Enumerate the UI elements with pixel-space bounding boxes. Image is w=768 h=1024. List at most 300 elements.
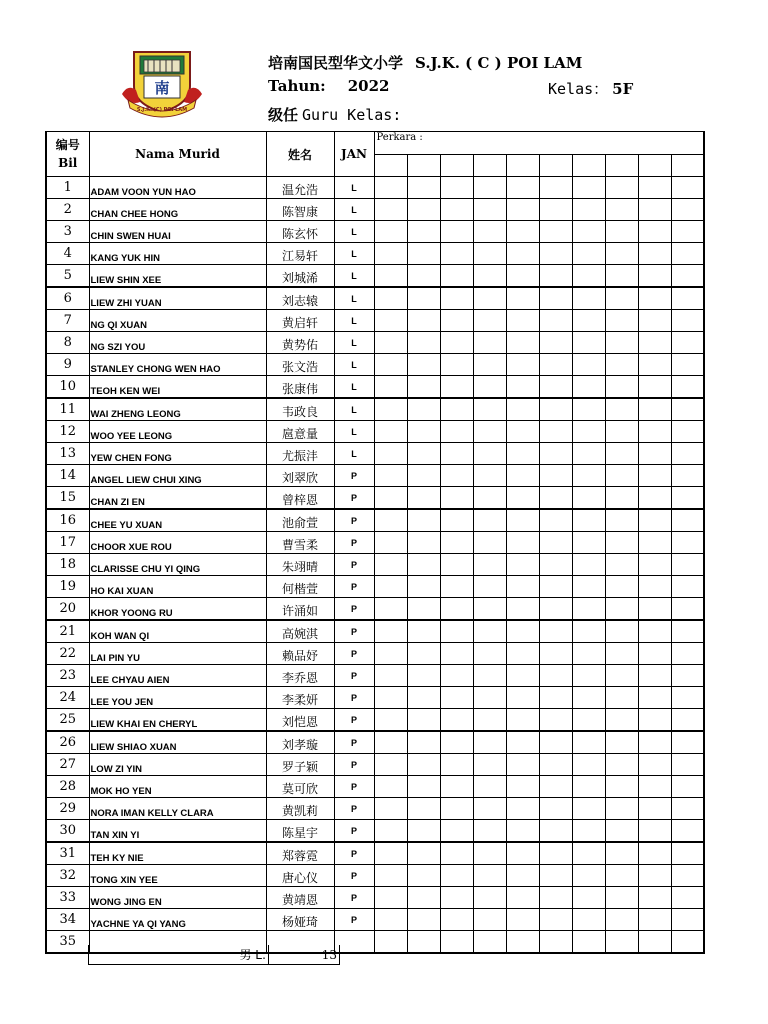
check-cell[interactable] <box>407 665 440 687</box>
check-cell[interactable] <box>638 532 671 554</box>
check-cell[interactable] <box>638 310 671 332</box>
check-cell[interactable] <box>638 620 671 643</box>
check-cell[interactable] <box>407 376 440 399</box>
check-cell[interactable] <box>638 487 671 510</box>
check-cell[interactable] <box>440 199 473 221</box>
check-cell[interactable] <box>407 443 440 465</box>
check-cell[interactable] <box>671 842 704 865</box>
check-cell[interactable] <box>539 354 572 376</box>
check-cell[interactable] <box>671 554 704 576</box>
check-cell[interactable] <box>539 421 572 443</box>
check-cell[interactable] <box>473 354 506 376</box>
check-cell[interactable] <box>407 776 440 798</box>
check-cell[interactable] <box>407 287 440 310</box>
check-cell[interactable] <box>506 687 539 709</box>
check-cell[interactable] <box>539 243 572 265</box>
check-cell[interactable] <box>539 465 572 487</box>
check-cell[interactable] <box>605 798 638 820</box>
check-cell[interactable] <box>374 376 407 399</box>
check-cell[interactable] <box>539 776 572 798</box>
check-cell[interactable] <box>374 865 407 887</box>
check-cell[interactable] <box>506 354 539 376</box>
check-cell[interactable] <box>374 265 407 288</box>
check-cell[interactable] <box>473 820 506 843</box>
check-cell[interactable] <box>572 554 605 576</box>
check-cell[interactable] <box>374 620 407 643</box>
check-cell[interactable] <box>572 487 605 510</box>
check-cell[interactable] <box>506 931 539 954</box>
check-cell[interactable] <box>440 487 473 510</box>
check-cell[interactable] <box>638 243 671 265</box>
check-cell[interactable] <box>638 443 671 465</box>
check-cell[interactable] <box>539 643 572 665</box>
check-cell[interactable] <box>605 532 638 554</box>
check-cell[interactable] <box>572 421 605 443</box>
check-cell[interactable] <box>671 754 704 776</box>
check-cell[interactable] <box>473 620 506 643</box>
check-cell[interactable] <box>374 310 407 332</box>
check-cell[interactable] <box>374 687 407 709</box>
check-cell[interactable] <box>671 487 704 510</box>
check-cell[interactable] <box>473 398 506 421</box>
check-cell[interactable] <box>407 887 440 909</box>
check-cell[interactable] <box>407 643 440 665</box>
check-cell[interactable] <box>638 909 671 931</box>
check-cell[interactable] <box>671 265 704 288</box>
check-cell[interactable] <box>407 820 440 843</box>
check-cell[interactable] <box>440 532 473 554</box>
check-cell[interactable] <box>407 798 440 820</box>
check-cell[interactable] <box>440 643 473 665</box>
check-cell[interactable] <box>638 398 671 421</box>
check-cell[interactable] <box>671 598 704 621</box>
check-cell[interactable] <box>539 310 572 332</box>
check-cell[interactable] <box>407 731 440 754</box>
check-cell[interactable] <box>605 376 638 399</box>
check-cell[interactable] <box>407 487 440 510</box>
check-cell[interactable] <box>539 665 572 687</box>
check-cell[interactable] <box>638 221 671 243</box>
check-cell[interactable] <box>671 731 704 754</box>
check-cell[interactable] <box>572 731 605 754</box>
check-cell[interactable] <box>638 865 671 887</box>
check-cell[interactable] <box>407 598 440 621</box>
check-cell[interactable] <box>374 243 407 265</box>
check-cell[interactable] <box>605 332 638 354</box>
check-cell[interactable] <box>539 687 572 709</box>
check-cell[interactable] <box>605 398 638 421</box>
check-cell[interactable] <box>539 332 572 354</box>
check-cell[interactable] <box>440 576 473 598</box>
check-cell[interactable] <box>671 199 704 221</box>
check-cell[interactable] <box>506 620 539 643</box>
check-cell[interactable] <box>473 576 506 598</box>
check-cell[interactable] <box>539 820 572 843</box>
check-cell[interactable] <box>539 931 572 954</box>
check-cell[interactable] <box>506 754 539 776</box>
check-cell[interactable] <box>605 199 638 221</box>
check-cell[interactable] <box>671 310 704 332</box>
check-cell[interactable] <box>539 620 572 643</box>
check-cell[interactable] <box>638 887 671 909</box>
check-cell[interactable] <box>506 443 539 465</box>
check-cell[interactable] <box>539 887 572 909</box>
check-cell[interactable] <box>572 287 605 310</box>
check-cell[interactable] <box>506 865 539 887</box>
check-cell[interactable] <box>638 709 671 732</box>
check-cell[interactable] <box>671 509 704 532</box>
check-cell[interactable] <box>440 687 473 709</box>
check-cell[interactable] <box>374 598 407 621</box>
check-cell[interactable] <box>407 931 440 954</box>
check-cell[interactable] <box>638 177 671 199</box>
check-cell[interactable] <box>506 199 539 221</box>
check-cell[interactable] <box>440 865 473 887</box>
check-cell[interactable] <box>407 620 440 643</box>
check-cell[interactable] <box>407 199 440 221</box>
check-cell[interactable] <box>605 310 638 332</box>
check-cell[interactable] <box>473 598 506 621</box>
check-cell[interactable] <box>506 465 539 487</box>
check-cell[interactable] <box>572 243 605 265</box>
check-cell[interactable] <box>671 576 704 598</box>
check-cell[interactable] <box>407 421 440 443</box>
check-cell[interactable] <box>638 465 671 487</box>
check-cell[interactable] <box>440 398 473 421</box>
check-cell[interactable] <box>671 865 704 887</box>
check-cell[interactable] <box>638 354 671 376</box>
check-cell[interactable] <box>506 398 539 421</box>
check-cell[interactable] <box>407 576 440 598</box>
check-cell[interactable] <box>638 842 671 865</box>
check-cell[interactable] <box>506 332 539 354</box>
check-cell[interactable] <box>572 598 605 621</box>
check-cell[interactable] <box>605 554 638 576</box>
check-cell[interactable] <box>605 865 638 887</box>
check-cell[interactable] <box>638 820 671 843</box>
check-cell[interactable] <box>506 177 539 199</box>
check-cell[interactable] <box>671 465 704 487</box>
check-cell[interactable] <box>671 376 704 399</box>
check-cell[interactable] <box>506 665 539 687</box>
check-cell[interactable] <box>407 687 440 709</box>
check-cell[interactable] <box>572 576 605 598</box>
check-cell[interactable] <box>374 887 407 909</box>
check-cell[interactable] <box>440 287 473 310</box>
check-cell[interactable] <box>473 776 506 798</box>
check-cell[interactable] <box>374 731 407 754</box>
check-cell[interactable] <box>374 354 407 376</box>
check-cell[interactable] <box>473 842 506 865</box>
check-cell[interactable] <box>539 598 572 621</box>
check-cell[interactable] <box>605 643 638 665</box>
check-cell[interactable] <box>473 687 506 709</box>
check-cell[interactable] <box>440 221 473 243</box>
check-cell[interactable] <box>374 643 407 665</box>
check-cell[interactable] <box>506 909 539 931</box>
check-cell[interactable] <box>572 687 605 709</box>
check-cell[interactable] <box>671 243 704 265</box>
check-cell[interactable] <box>638 598 671 621</box>
check-cell[interactable] <box>506 509 539 532</box>
check-cell[interactable] <box>473 376 506 399</box>
check-cell[interactable] <box>572 931 605 954</box>
check-cell[interactable] <box>440 554 473 576</box>
check-cell[interactable] <box>671 443 704 465</box>
check-cell[interactable] <box>638 776 671 798</box>
check-cell[interactable] <box>407 398 440 421</box>
check-cell[interactable] <box>440 598 473 621</box>
check-cell[interactable] <box>374 798 407 820</box>
check-cell[interactable] <box>539 576 572 598</box>
check-cell[interactable] <box>572 509 605 532</box>
check-cell[interactable] <box>539 199 572 221</box>
check-cell[interactable] <box>440 177 473 199</box>
check-cell[interactable] <box>638 287 671 310</box>
check-cell[interactable] <box>440 842 473 865</box>
check-cell[interactable] <box>572 376 605 399</box>
check-cell[interactable] <box>671 398 704 421</box>
check-cell[interactable] <box>671 287 704 310</box>
check-cell[interactable] <box>374 576 407 598</box>
check-cell[interactable] <box>572 177 605 199</box>
check-cell[interactable] <box>539 532 572 554</box>
check-cell[interactable] <box>671 798 704 820</box>
check-cell[interactable] <box>374 554 407 576</box>
check-cell[interactable] <box>473 754 506 776</box>
check-cell[interactable] <box>572 842 605 865</box>
check-cell[interactable] <box>605 754 638 776</box>
check-cell[interactable] <box>473 709 506 732</box>
check-cell[interactable] <box>440 421 473 443</box>
check-cell[interactable] <box>407 332 440 354</box>
check-cell[interactable] <box>374 509 407 532</box>
check-cell[interactable] <box>440 509 473 532</box>
check-cell[interactable] <box>473 909 506 931</box>
check-cell[interactable] <box>374 909 407 931</box>
check-cell[interactable] <box>440 776 473 798</box>
check-cell[interactable] <box>473 509 506 532</box>
check-cell[interactable] <box>440 376 473 399</box>
check-cell[interactable] <box>440 465 473 487</box>
check-cell[interactable] <box>374 465 407 487</box>
check-cell[interactable] <box>572 665 605 687</box>
check-cell[interactable] <box>539 177 572 199</box>
check-cell[interactable] <box>407 354 440 376</box>
check-cell[interactable] <box>473 310 506 332</box>
check-cell[interactable] <box>572 643 605 665</box>
check-cell[interactable] <box>440 310 473 332</box>
check-cell[interactable] <box>605 443 638 465</box>
check-cell[interactable] <box>473 865 506 887</box>
check-cell[interactable] <box>407 754 440 776</box>
check-cell[interactable] <box>506 221 539 243</box>
check-cell[interactable] <box>572 620 605 643</box>
check-cell[interactable] <box>374 398 407 421</box>
check-cell[interactable] <box>671 620 704 643</box>
check-cell[interactable] <box>473 177 506 199</box>
check-cell[interactable] <box>539 509 572 532</box>
check-cell[interactable] <box>539 754 572 776</box>
check-cell[interactable] <box>605 354 638 376</box>
check-cell[interactable] <box>506 598 539 621</box>
check-cell[interactable] <box>473 554 506 576</box>
check-cell[interactable] <box>506 310 539 332</box>
check-cell[interactable] <box>473 221 506 243</box>
check-cell[interactable] <box>605 487 638 510</box>
check-cell[interactable] <box>440 243 473 265</box>
check-cell[interactable] <box>440 354 473 376</box>
check-cell[interactable] <box>638 731 671 754</box>
check-cell[interactable] <box>605 243 638 265</box>
check-cell[interactable] <box>407 243 440 265</box>
check-cell[interactable] <box>539 287 572 310</box>
check-cell[interactable] <box>440 665 473 687</box>
check-cell[interactable] <box>572 310 605 332</box>
check-cell[interactable] <box>671 709 704 732</box>
check-cell[interactable] <box>605 221 638 243</box>
check-cell[interactable] <box>671 354 704 376</box>
check-cell[interactable] <box>539 265 572 288</box>
check-cell[interactable] <box>539 221 572 243</box>
check-cell[interactable] <box>572 199 605 221</box>
check-cell[interactable] <box>374 754 407 776</box>
check-cell[interactable] <box>440 620 473 643</box>
check-cell[interactable] <box>374 842 407 865</box>
check-cell[interactable] <box>407 532 440 554</box>
check-cell[interactable] <box>374 665 407 687</box>
check-cell[interactable] <box>473 287 506 310</box>
check-cell[interactable] <box>671 421 704 443</box>
check-cell[interactable] <box>407 554 440 576</box>
check-cell[interactable] <box>671 532 704 554</box>
check-cell[interactable] <box>374 177 407 199</box>
check-cell[interactable] <box>473 243 506 265</box>
check-cell[interactable] <box>473 665 506 687</box>
check-cell[interactable] <box>374 287 407 310</box>
check-cell[interactable] <box>638 509 671 532</box>
check-cell[interactable] <box>671 665 704 687</box>
check-cell[interactable] <box>605 887 638 909</box>
check-cell[interactable] <box>572 754 605 776</box>
check-cell[interactable] <box>440 798 473 820</box>
check-cell[interactable] <box>605 709 638 732</box>
check-cell[interactable] <box>572 265 605 288</box>
check-cell[interactable] <box>572 820 605 843</box>
check-cell[interactable] <box>473 265 506 288</box>
check-cell[interactable] <box>605 731 638 754</box>
check-cell[interactable] <box>572 398 605 421</box>
check-cell[interactable] <box>605 287 638 310</box>
check-cell[interactable] <box>539 842 572 865</box>
check-cell[interactable] <box>605 620 638 643</box>
check-cell[interactable] <box>506 376 539 399</box>
check-cell[interactable] <box>374 532 407 554</box>
check-cell[interactable] <box>473 421 506 443</box>
check-cell[interactable] <box>407 265 440 288</box>
check-cell[interactable] <box>506 287 539 310</box>
check-cell[interactable] <box>638 643 671 665</box>
check-cell[interactable] <box>506 842 539 865</box>
check-cell[interactable] <box>374 820 407 843</box>
check-cell[interactable] <box>638 421 671 443</box>
check-cell[interactable] <box>671 909 704 931</box>
check-cell[interactable] <box>539 554 572 576</box>
check-cell[interactable] <box>572 532 605 554</box>
check-cell[interactable] <box>506 798 539 820</box>
check-cell[interactable] <box>473 532 506 554</box>
check-cell[interactable] <box>506 532 539 554</box>
check-cell[interactable] <box>539 865 572 887</box>
check-cell[interactable] <box>638 798 671 820</box>
check-cell[interactable] <box>440 265 473 288</box>
check-cell[interactable] <box>407 709 440 732</box>
check-cell[interactable] <box>539 909 572 931</box>
check-cell[interactable] <box>572 776 605 798</box>
check-cell[interactable] <box>440 820 473 843</box>
check-cell[interactable] <box>539 487 572 510</box>
check-cell[interactable] <box>539 731 572 754</box>
check-cell[interactable] <box>539 398 572 421</box>
check-cell[interactable] <box>440 887 473 909</box>
check-cell[interactable] <box>572 887 605 909</box>
check-cell[interactable] <box>539 798 572 820</box>
check-cell[interactable] <box>407 310 440 332</box>
check-cell[interactable] <box>605 931 638 954</box>
check-cell[interactable] <box>671 776 704 798</box>
check-cell[interactable] <box>506 576 539 598</box>
check-cell[interactable] <box>572 909 605 931</box>
check-cell[interactable] <box>506 731 539 754</box>
check-cell[interactable] <box>572 465 605 487</box>
check-cell[interactable] <box>374 443 407 465</box>
check-cell[interactable] <box>506 421 539 443</box>
check-cell[interactable] <box>638 687 671 709</box>
check-cell[interactable] <box>506 776 539 798</box>
check-cell[interactable] <box>506 887 539 909</box>
check-cell[interactable] <box>638 665 671 687</box>
check-cell[interactable] <box>440 332 473 354</box>
check-cell[interactable] <box>374 332 407 354</box>
check-cell[interactable] <box>605 842 638 865</box>
check-cell[interactable] <box>605 665 638 687</box>
check-cell[interactable] <box>506 820 539 843</box>
check-cell[interactable] <box>539 443 572 465</box>
check-cell[interactable] <box>572 798 605 820</box>
check-cell[interactable] <box>671 931 704 954</box>
check-cell[interactable] <box>671 177 704 199</box>
check-cell[interactable] <box>671 221 704 243</box>
check-cell[interactable] <box>473 931 506 954</box>
check-cell[interactable] <box>440 931 473 954</box>
check-cell[interactable] <box>473 643 506 665</box>
check-cell[interactable] <box>671 887 704 909</box>
check-cell[interactable] <box>374 709 407 732</box>
check-cell[interactable] <box>407 865 440 887</box>
check-cell[interactable] <box>407 177 440 199</box>
check-cell[interactable] <box>671 643 704 665</box>
check-cell[interactable] <box>506 709 539 732</box>
check-cell[interactable] <box>440 443 473 465</box>
check-cell[interactable] <box>407 842 440 865</box>
check-cell[interactable] <box>473 798 506 820</box>
check-cell[interactable] <box>374 221 407 243</box>
check-cell[interactable] <box>671 820 704 843</box>
check-cell[interactable] <box>407 909 440 931</box>
check-cell[interactable] <box>473 199 506 221</box>
check-cell[interactable] <box>473 332 506 354</box>
check-cell[interactable] <box>407 221 440 243</box>
